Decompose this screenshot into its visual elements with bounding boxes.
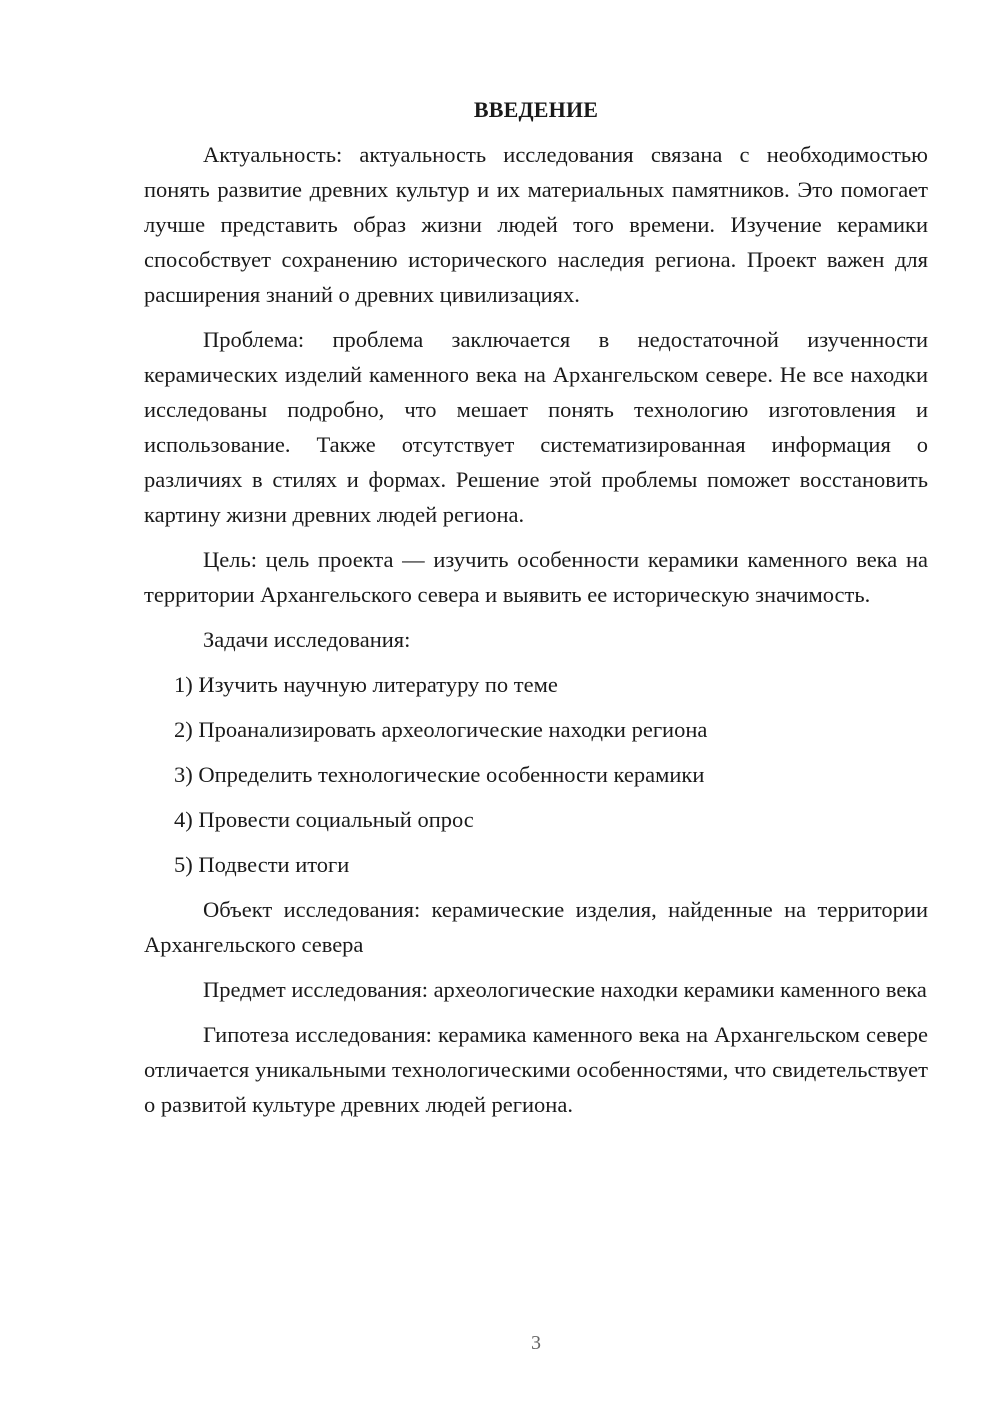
list-item: 5) Подвести итоги — [174, 852, 350, 877]
paragraph-object: Объект исследования: керамические изделия, найденные на территории Архангельского севера — [144, 897, 928, 957]
paragraph-problem: Проблема: проблема заключается в недостаточной изученности керамических изделий каменного века на Архангельском севере. Не все находки исследованы подробно, что мешает понять технологию изготовления и использование. Также отсутствует систематизированная информация о различиях в стилях и формах. Решение этой проблемы поможет восстановить картину жизни древних людей региона. — [144, 327, 928, 527]
tasks-list — [144, 667, 928, 882]
list-item: 3) Определить технологические особенности керамики — [174, 762, 705, 787]
page-number: 3 — [531, 1332, 541, 1354]
list-item: 2) Проанализировать археологические находки региона — [174, 717, 708, 742]
paragraph-hypothesis: Гипотеза исследования: керамика каменного века на Архангельском севере отличается уникальными технологическими особенностями, что свидетельствует о развитой культуре древних людей региона. — [144, 1022, 928, 1117]
document-page — [144, 92, 928, 1132]
paragraph-goal: Цель: цель проекта — изучить особенности керамики каменного века на территории Архангельского севера и выявить ее историческую значимость. — [144, 547, 928, 607]
paragraph-relevance: Актуальность: актуальность исследования связана с необходимостью понять развитие древних культур и их материальных памятников. Это помогает лучше представить образ жизни людей того времени. Изучение керамики способствует сохранению исторического наследия региона. Проект важен для расширения знаний о древних цивилизациях. — [144, 142, 928, 307]
tasks-heading: Задачи исследования: — [203, 627, 411, 652]
paragraph-subject: Предмет исследования: археологические находки керамики каменного века — [203, 977, 927, 1002]
list-item: 1) Изучить научную литературу по теме — [174, 672, 558, 697]
page-title: ВВЕДЕНИЕ — [473, 97, 599, 122]
list-item: 4) Провести социальный опрос — [174, 807, 474, 832]
